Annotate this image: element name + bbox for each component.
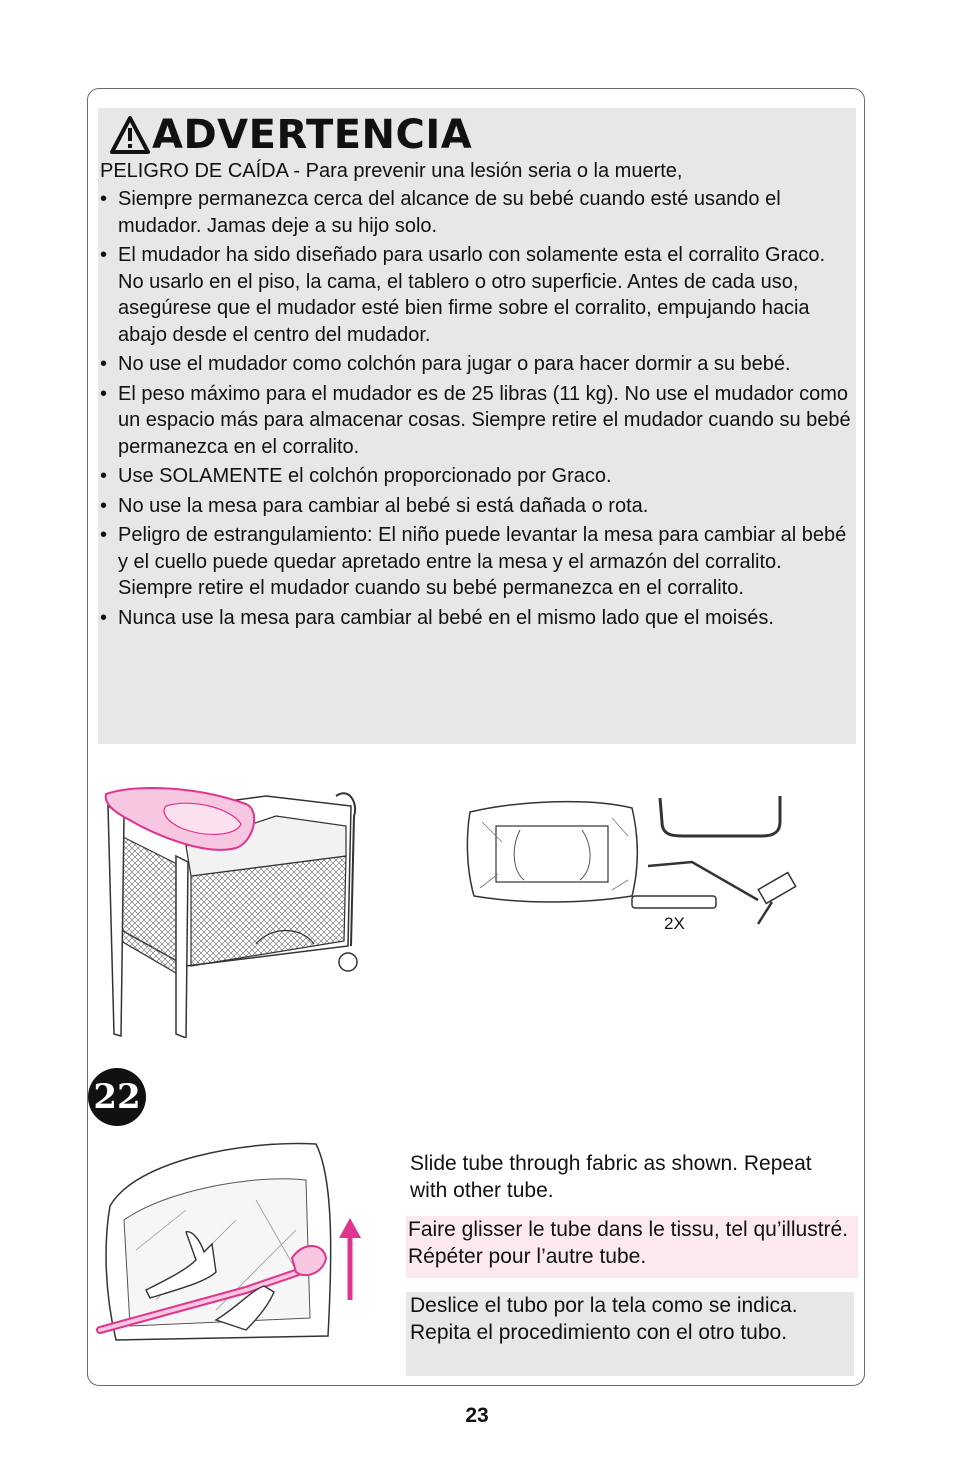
- warning-item: • Nunca use la mesa para cambiar al bebé en el mismo lado que el moisés.: [100, 606, 774, 629]
- step-number-badge: 22: [88, 1068, 146, 1126]
- warning-item: • Use SOLAMENTE el colchón proporcionado por Graco.: [100, 465, 612, 487]
- parts-quantity-label: 2X: [664, 914, 685, 933]
- instruction-french: Faire glisser le tube dans le tissu, tel qu’illustré. Répéter pour l’autre tube.: [406, 1216, 858, 1278]
- page-number: 23: [465, 1404, 489, 1427]
- warning-item: • No use el mudador como colchón para jugar o para hacer dormir a su bebé.: [100, 353, 791, 375]
- warning-item: • El peso máximo para el mudador es de 25 libras (11 kg). No use el mudador como un espacio más para almacenar cosas. Siempre retire el mudador cuando su bebé permanezca en el corralito.: [100, 382, 851, 458]
- step-illustration: [96, 1140, 366, 1346]
- parts-illustration: [462, 792, 802, 934]
- warning-title: ADVERTENCIA: [152, 112, 473, 158]
- warning-intro: PELIGRO DE CAÍDA - Para prevenir una lesión seria o la muerte,: [100, 160, 683, 182]
- warning-item: • Siempre permanezca cerca del alcance de su bebé cuando esté usando el mudador. Jamas deje a su hijo solo.: [100, 188, 781, 237]
- warning-item: • El mudador ha sido diseñado para usarlo con solamente esta el corralito Graco. No usarlo en el piso, la cama, el tablero o otro superficie. Antes de cada uso, asegúrese que el mudador esté bien firme sobre el corralito, empujando hacia abajo desde el centro del mudador.: [100, 244, 826, 346]
- instruction-spanish: Deslice el tubo por la tela como se indica. Repita el procedimiento con el otro tubo.: [406, 1292, 854, 1376]
- warning-item: • Peligro de estrangulamiento: El niño puede levantar la mesa para cambiar al bebé y el cuello puede quedar apretado entre la mesa y el armazón del corralito. Siempre retire el mudador cuando su bebé permanezca en el corralito.: [100, 524, 847, 599]
- instruction-english: Slide tube through fabric as shown. Repeat with other tube.: [410, 1152, 812, 1202]
- warning-triangle-icon: [110, 116, 150, 154]
- warning-heading: [110, 110, 472, 160]
- warning-item: • No use la mesa para cambiar al bebé si está dañada o rota.: [100, 494, 649, 517]
- warning-box: [98, 108, 856, 744]
- playard-illustration: [96, 776, 366, 1038]
- warning-list: [100, 186, 852, 634]
